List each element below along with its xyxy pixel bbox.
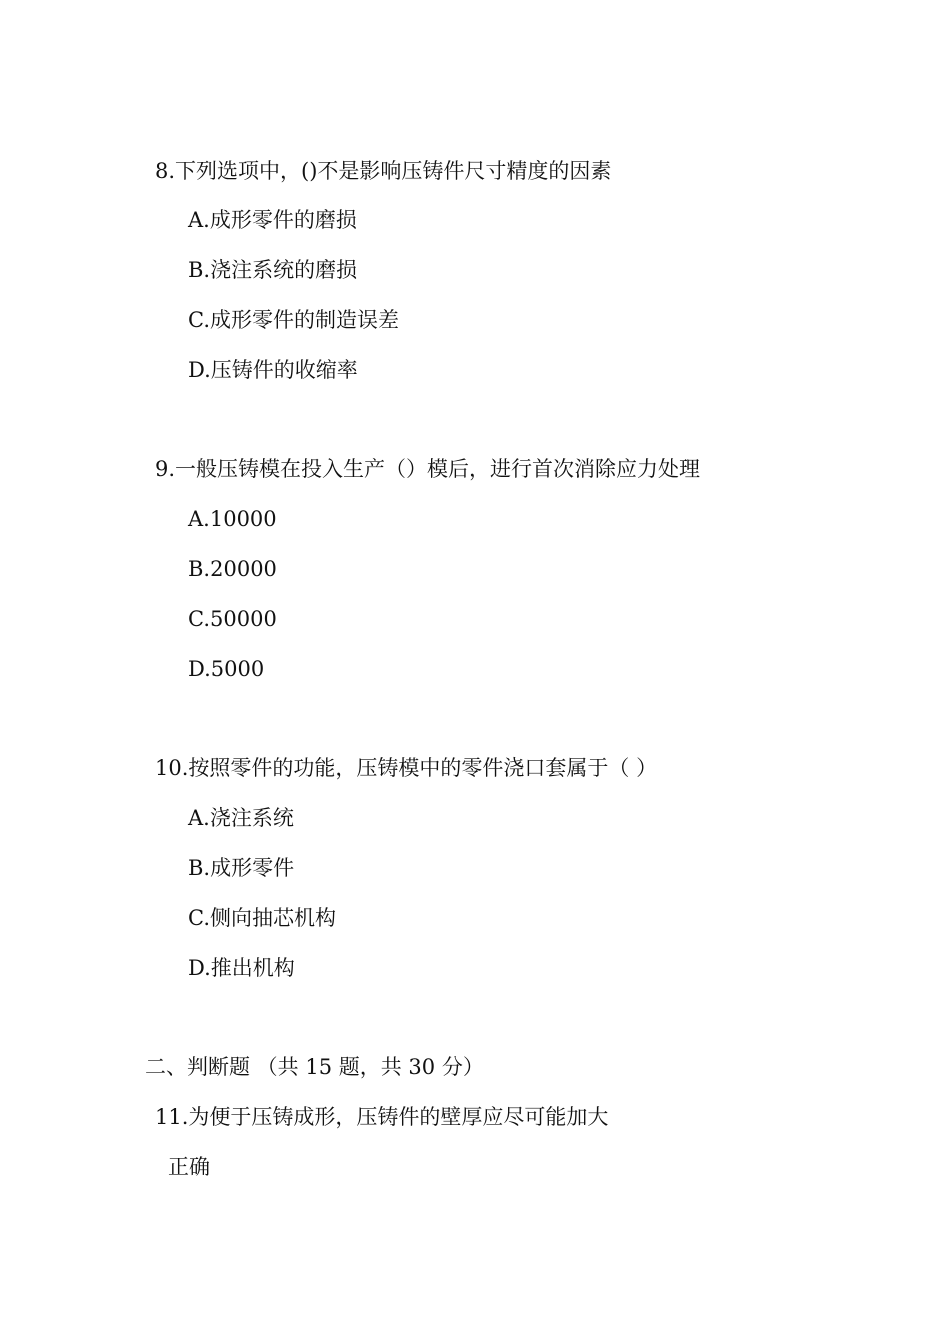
question-10-option-d: D.推出机构 <box>188 956 295 980</box>
question-11-answer: 正确 <box>168 1155 210 1179</box>
question-10-option-a: A.浇注系统 <box>188 806 294 830</box>
question-8-stem: 8.下列选项中，()不是影响压铸件尺寸精度的因素 <box>155 159 612 183</box>
question-9-option-c: C.50000 <box>188 607 277 631</box>
question-10-stem: 10.按照零件的功能，压铸模中的零件浇口套属于（ ） <box>155 756 658 780</box>
question-11-stem: 11.为便于压铸成形，压铸件的壁厚应尽可能加大 <box>155 1105 609 1129</box>
question-10-option-b: B.成形零件 <box>188 856 295 880</box>
question-8-option-c: C.成形零件的制造误差 <box>188 308 399 332</box>
question-8-option-a: A.成形零件的磨损 <box>188 208 357 232</box>
question-9-option-b: B.20000 <box>188 557 277 581</box>
question-9-option-d: D.5000 <box>188 657 265 681</box>
section-2-heading: 二、判断题 （共 15 题，共 30 分） <box>145 1055 484 1079</box>
question-9-option-a: A.10000 <box>188 507 277 531</box>
question-9-stem: 9.一般压铸模在投入生产（）模后，进行首次消除应力处理 <box>155 457 701 481</box>
question-8-option-b: B.浇注系统的磨损 <box>188 258 358 282</box>
question-10-option-c: C.侧向抽芯机构 <box>188 906 336 930</box>
question-8-option-d: D.压铸件的收缩率 <box>188 358 358 382</box>
